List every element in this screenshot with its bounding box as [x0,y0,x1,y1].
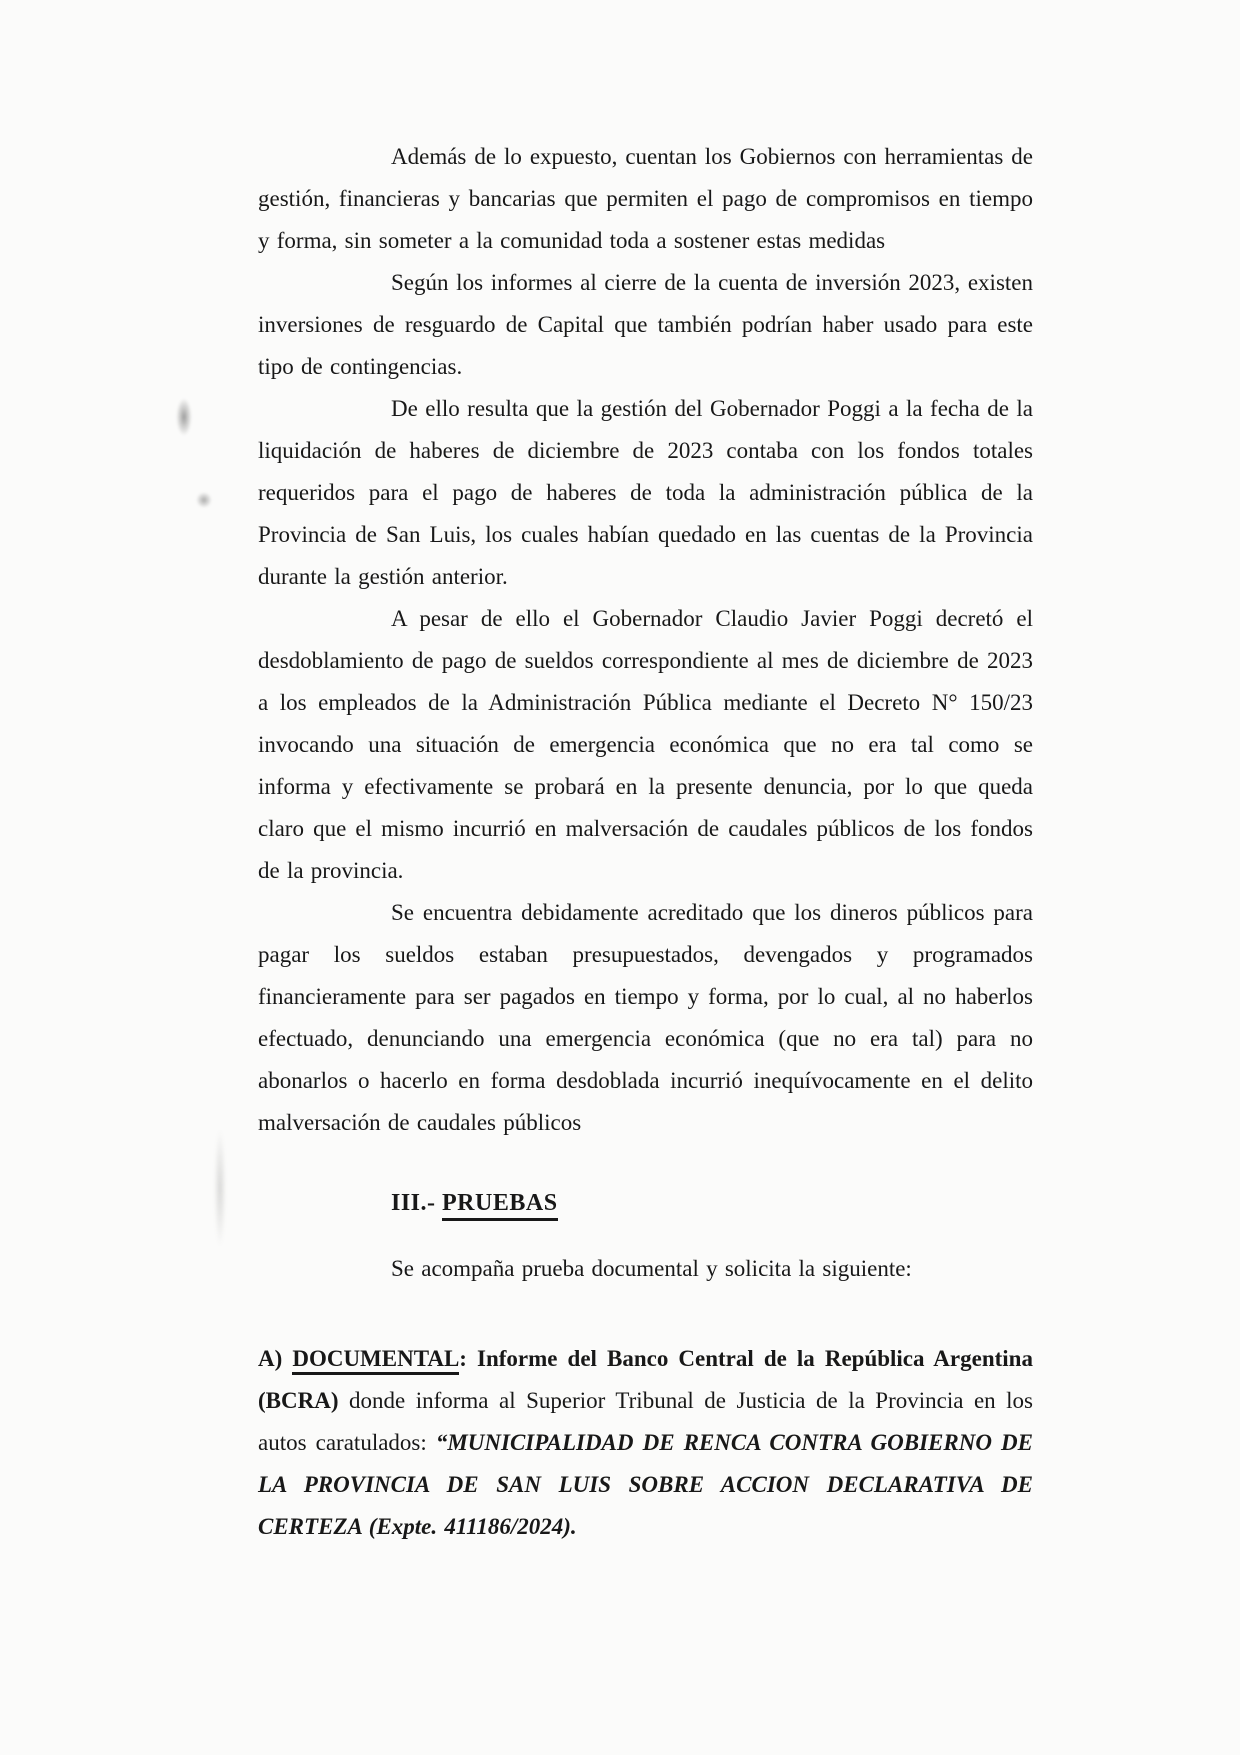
paragraph-prueba-documental [258,1338,1033,1548]
item-label-documental: DOCUMENTAL [292,1346,459,1375]
section-title-underlined: PRUEBAS [442,1190,558,1221]
document-text-block [258,136,1033,1548]
item-letter: A) [258,1346,293,1371]
paragraph-segun-los-informes: Según los informes al cierre de la cuenta de inversión 2023, existen inversiones de resguardo de Capital que también podrían haber usado para este tipo de contingencias. [258,270,1033,379]
section-number: III.- [391,1190,443,1216]
paragraph-a-pesar-de-ello: A pesar de ello el Gobernador Claudio Javier Poggi decretó el desdoblamiento de pago de sueldos correspondiente al mes de diciembre de 2023 a los empleados de la Administración Pública mediante el Decreto N° 150/23 invocando una situación de emergencia económica que no era tal como se informa y efectivamente se probará en la presente denuncia, por lo que queda claro que el mismo incurrió en malversación de caudales públicos de los fondos de la provincia. [258,606,1033,883]
case-caption-italic: “MUNICIPALIDAD DE RENCA CONTRA GOBIERNO DE LA PROVINCIA DE SAN LUIS SOBRE ACCION DECLARATIVA DE CERTEZA (Expte. 411186/2024). [258,1430,1033,1539]
scan-artifact [196,492,212,508]
item-label-colon: : [459,1346,478,1371]
paragraph-se-encuentra-acreditado: Se encuentra debidamente acreditado que los dineros públicos para pagar los sueldos estaban presupuestados, devengados y programados financieramente para ser pagados en tiempo y forma, por lo cual, al no haberlos efectuado, denunciando una emergencia económica (que no era tal) para no abonarlos o hacerlo en forma desdoblada incurrió inequívocamente en el delito malversación de caudales públicos [258,900,1033,1135]
documental-regular-text: donde informa al Superior Tribunal de Justicia de la Provincia en los autos caratulados: [258,1388,1033,1455]
scan-artifact [214,1128,226,1248]
section-heading-pruebas [391,1182,1033,1224]
paragraph-se-acompana-prueba: Se acompaña prueba documental y solicita la siguiente: [391,1256,912,1281]
documental-bold-lead: Informe del Banco Central de la República Argentina (BCRA) [258,1346,1033,1413]
paragraph-ademas-de-lo-expuesto: Además de lo expuesto, cuentan los Gobiernos con herramientas de gestión, financieras y bancarias que permiten el pago de compromisos en tiempo y forma, sin someter a la comunidad toda a sostener estas medidas [258,144,1033,253]
scan-artifact [176,398,192,436]
paragraph-de-ello-resulta: De ello resulta que la gestión del Gobernador Poggi a la fecha de la liquidación de haberes de diciembre de 2023 contaba con los fondos totales requeridos para el pago de haberes de toda la administración pública de la Provincia de San Luis, los cuales habían quedado en las cuentas de la Provincia durante la gestión anterior. [258,396,1033,589]
